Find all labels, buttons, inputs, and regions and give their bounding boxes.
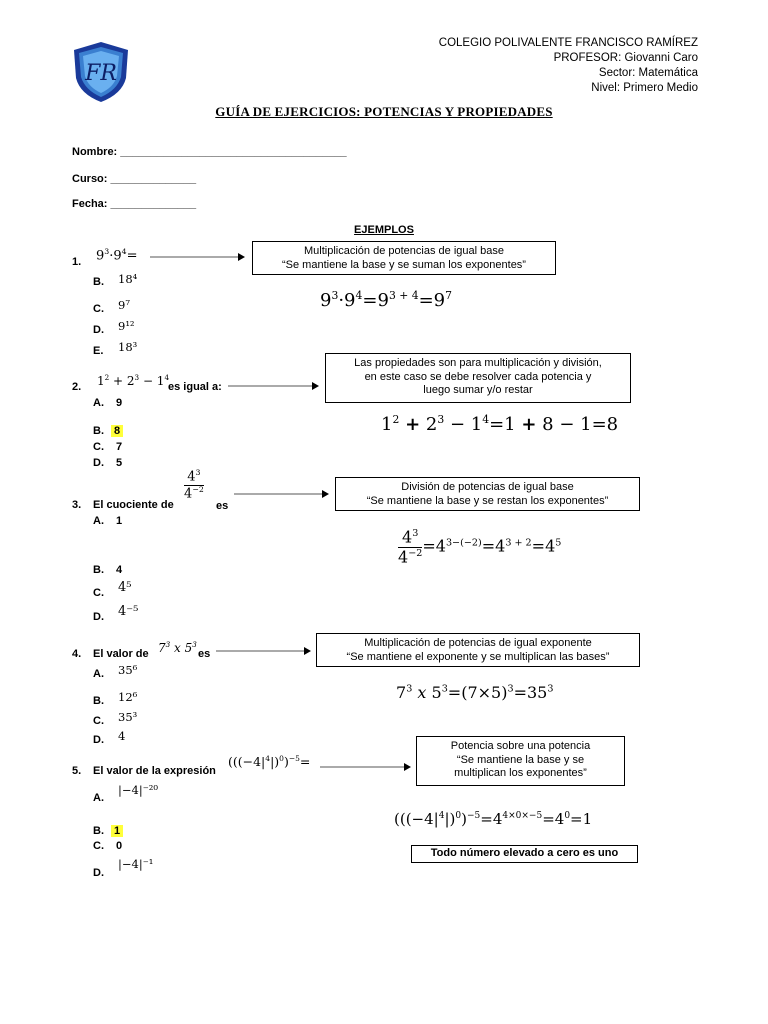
school-header: [439, 36, 698, 96]
arrow-icon: [234, 488, 330, 500]
exercise-3-option-letter: B.: [93, 564, 104, 576]
exercise-1-number: 1.: [72, 256, 82, 268]
exercise-4-text-after: es: [198, 648, 211, 660]
exercise-5-option-value[interactable]: 0: [116, 840, 123, 852]
exercise-2-option-value[interactable]: 5: [116, 457, 123, 469]
exercise-5-option-letter: A.: [93, 792, 104, 804]
exercise-3-option-letter: D.: [93, 611, 104, 623]
exercise-1-solution: $9^3\cdot 9^4=9^{3 + 4}=9^7$: [320, 289, 453, 311]
arrow-icon: [150, 251, 246, 263]
exercise-5-number: 5.: [72, 765, 82, 777]
arrow-icon: [216, 645, 312, 657]
date-field[interactable]: Fecha: ______________: [72, 198, 197, 210]
exercise-3-hint-box: División de potencias de igual base “Se mantiene la base y se restan los exponentes”: [335, 477, 640, 511]
page-title: GUÍA DE EJERCICIOS: POTENCIAS Y PROPIEDADES: [215, 104, 553, 119]
exercise-1-option-value[interactable]: 9¹²: [118, 319, 135, 333]
arrow-icon: [320, 761, 412, 773]
exercise-5-option-letter: D.: [93, 867, 104, 879]
school-logo: [70, 40, 132, 104]
exercise-4-option-value[interactable]: 35³: [118, 710, 138, 724]
exercise-5-option-value[interactable]: |−4|⁻¹: [118, 857, 154, 871]
exercise-1-option-letter: B.: [93, 276, 104, 288]
exercise-4-option-value[interactable]: 35⁶: [118, 663, 138, 677]
exercise-4-option-value[interactable]: 12⁶: [118, 690, 138, 704]
exercise-4-option-letter: A.: [93, 668, 104, 680]
exercise-4-option-value[interactable]: 4: [118, 729, 126, 743]
exercise-2-expression: $1^2 + 2^3 - 1^4$: [97, 373, 170, 388]
teacher-name: PROFESOR: Giovanni Caro: [553, 52, 698, 64]
exercise-2-correct-option[interactable]: 8: [111, 425, 123, 437]
exercise-2-option-value[interactable]: 7: [116, 441, 123, 453]
exercise-5-option-letter: B.: [93, 825, 104, 837]
exercise-5-solution: ($((-4|^4|)^0)^{-5}=4^{4\times 0\times-5}=4^0=1$: [394, 810, 593, 828]
exercise-4-hint-box: Multiplicación de potencias de igual exponente “Se mantiene el exponente y se multiplican las bases”: [316, 633, 640, 667]
name-field[interactable]: Nombre: _____________________________________: [72, 146, 347, 158]
exercise-4-expression: $7^3$ x $5^3$: [158, 640, 197, 655]
exercise-1-option-letter: C.: [93, 303, 104, 315]
exercise-2-text: es igual a:: [168, 381, 222, 393]
exercise-3-option-letter: A.: [93, 515, 104, 527]
exercise-5-text: El valor de la expresión: [93, 765, 216, 777]
exercise-1-option-value[interactable]: 9⁷: [118, 298, 130, 312]
exercise-3-option-value[interactable]: 1: [116, 515, 123, 527]
exercise-4-solution: $7^3$ x $5^3=(7\times 5)^3=35^3$: [396, 683, 554, 702]
exercise-2-option-value[interactable]: 9: [116, 397, 123, 409]
exercise-4-option-letter: C.: [93, 715, 104, 727]
exercise-5-correct-option[interactable]: 1: [111, 825, 123, 837]
exercise-1-option-letter: D.: [93, 324, 104, 336]
exercise-1-option-letter: E.: [93, 345, 104, 357]
exercise-1-option-value[interactable]: 18⁴: [118, 272, 138, 286]
exercise-3-text-before: El cuociente de: [93, 499, 174, 511]
svg-text:FR: FR: [85, 61, 117, 86]
exercise-5-option-letter: C.: [93, 840, 104, 852]
school-name: COLEGIO POLIVALENTE FRANCISCO RAMÍREZ: [438, 37, 698, 49]
exercise-5-note-box: Todo número elevado a cero es uno: [411, 845, 638, 863]
exercise-2-solution: $1^2 + 2^3 - 1^4=1 + 8 - 1=8$: [381, 413, 619, 435]
exercise-1-expression: $9^3\cdot 9^4=$: [96, 247, 138, 264]
section-title: EJEMPLOS: [354, 224, 414, 236]
exercise-2-option-letter: A.: [93, 397, 104, 409]
shield-icon: [70, 40, 132, 104]
exercise-2-number: 2.: [72, 381, 82, 393]
exercise-5-option-value[interactable]: |−4|⁻²⁰: [118, 783, 158, 797]
exercise-3-option-value[interactable]: 4⁵: [118, 580, 132, 595]
course-field[interactable]: Curso: ______________: [72, 173, 197, 185]
exercise-3-text-after: es: [216, 500, 229, 512]
subject-sector: Sector: Matemática: [598, 67, 698, 79]
course-level: Nivel: Primero Medio: [591, 82, 698, 94]
exercise-3-fraction: $\frac{4^3}{4^{-2}}$: [184, 468, 204, 502]
exercise-2-option-letter: C.: [93, 441, 104, 453]
exercise-2-option-letter: D.: [93, 457, 104, 469]
exercise-1-option-value[interactable]: 18³: [118, 340, 138, 354]
exercise-2-hint-box: Las propiedades son para multiplicación y división, en este caso se debe resolver cada potencia y luego sumar y/o restar: [325, 353, 631, 403]
exercise-5-hint-box: Potencia sobre una potencia “Se mantiene la base y se multiplican los exponentes”: [416, 736, 625, 786]
exercise-4-number: 4.: [72, 648, 82, 660]
arrow-icon: [228, 380, 320, 392]
exercise-3-number: 3.: [72, 499, 82, 511]
exercise-3-solution: $\frac{4^3}{4^{-2}}$ $=4^{3-(-2)}=4^{3 + 2}=4^5$: [398, 527, 562, 567]
exercise-4-text-before: El valor de: [93, 648, 149, 660]
exercise-4-option-letter: B.: [93, 695, 104, 707]
exercise-3-option-letter: C.: [93, 587, 104, 599]
exercise-3-option-value[interactable]: 4⁻⁵: [118, 604, 139, 619]
exercise-3-option-value[interactable]: 4: [116, 564, 123, 576]
exercise-2-option-letter: B.: [93, 425, 104, 437]
exercise-1-hint-box: Multiplicación de potencias de igual base “Se mantiene la base y se suman los exponentes”: [252, 241, 556, 275]
exercise-5-expression: ($((-4|^4|)^0)^{-5}=$: [228, 754, 311, 770]
exercise-4-option-letter: D.: [93, 734, 104, 746]
